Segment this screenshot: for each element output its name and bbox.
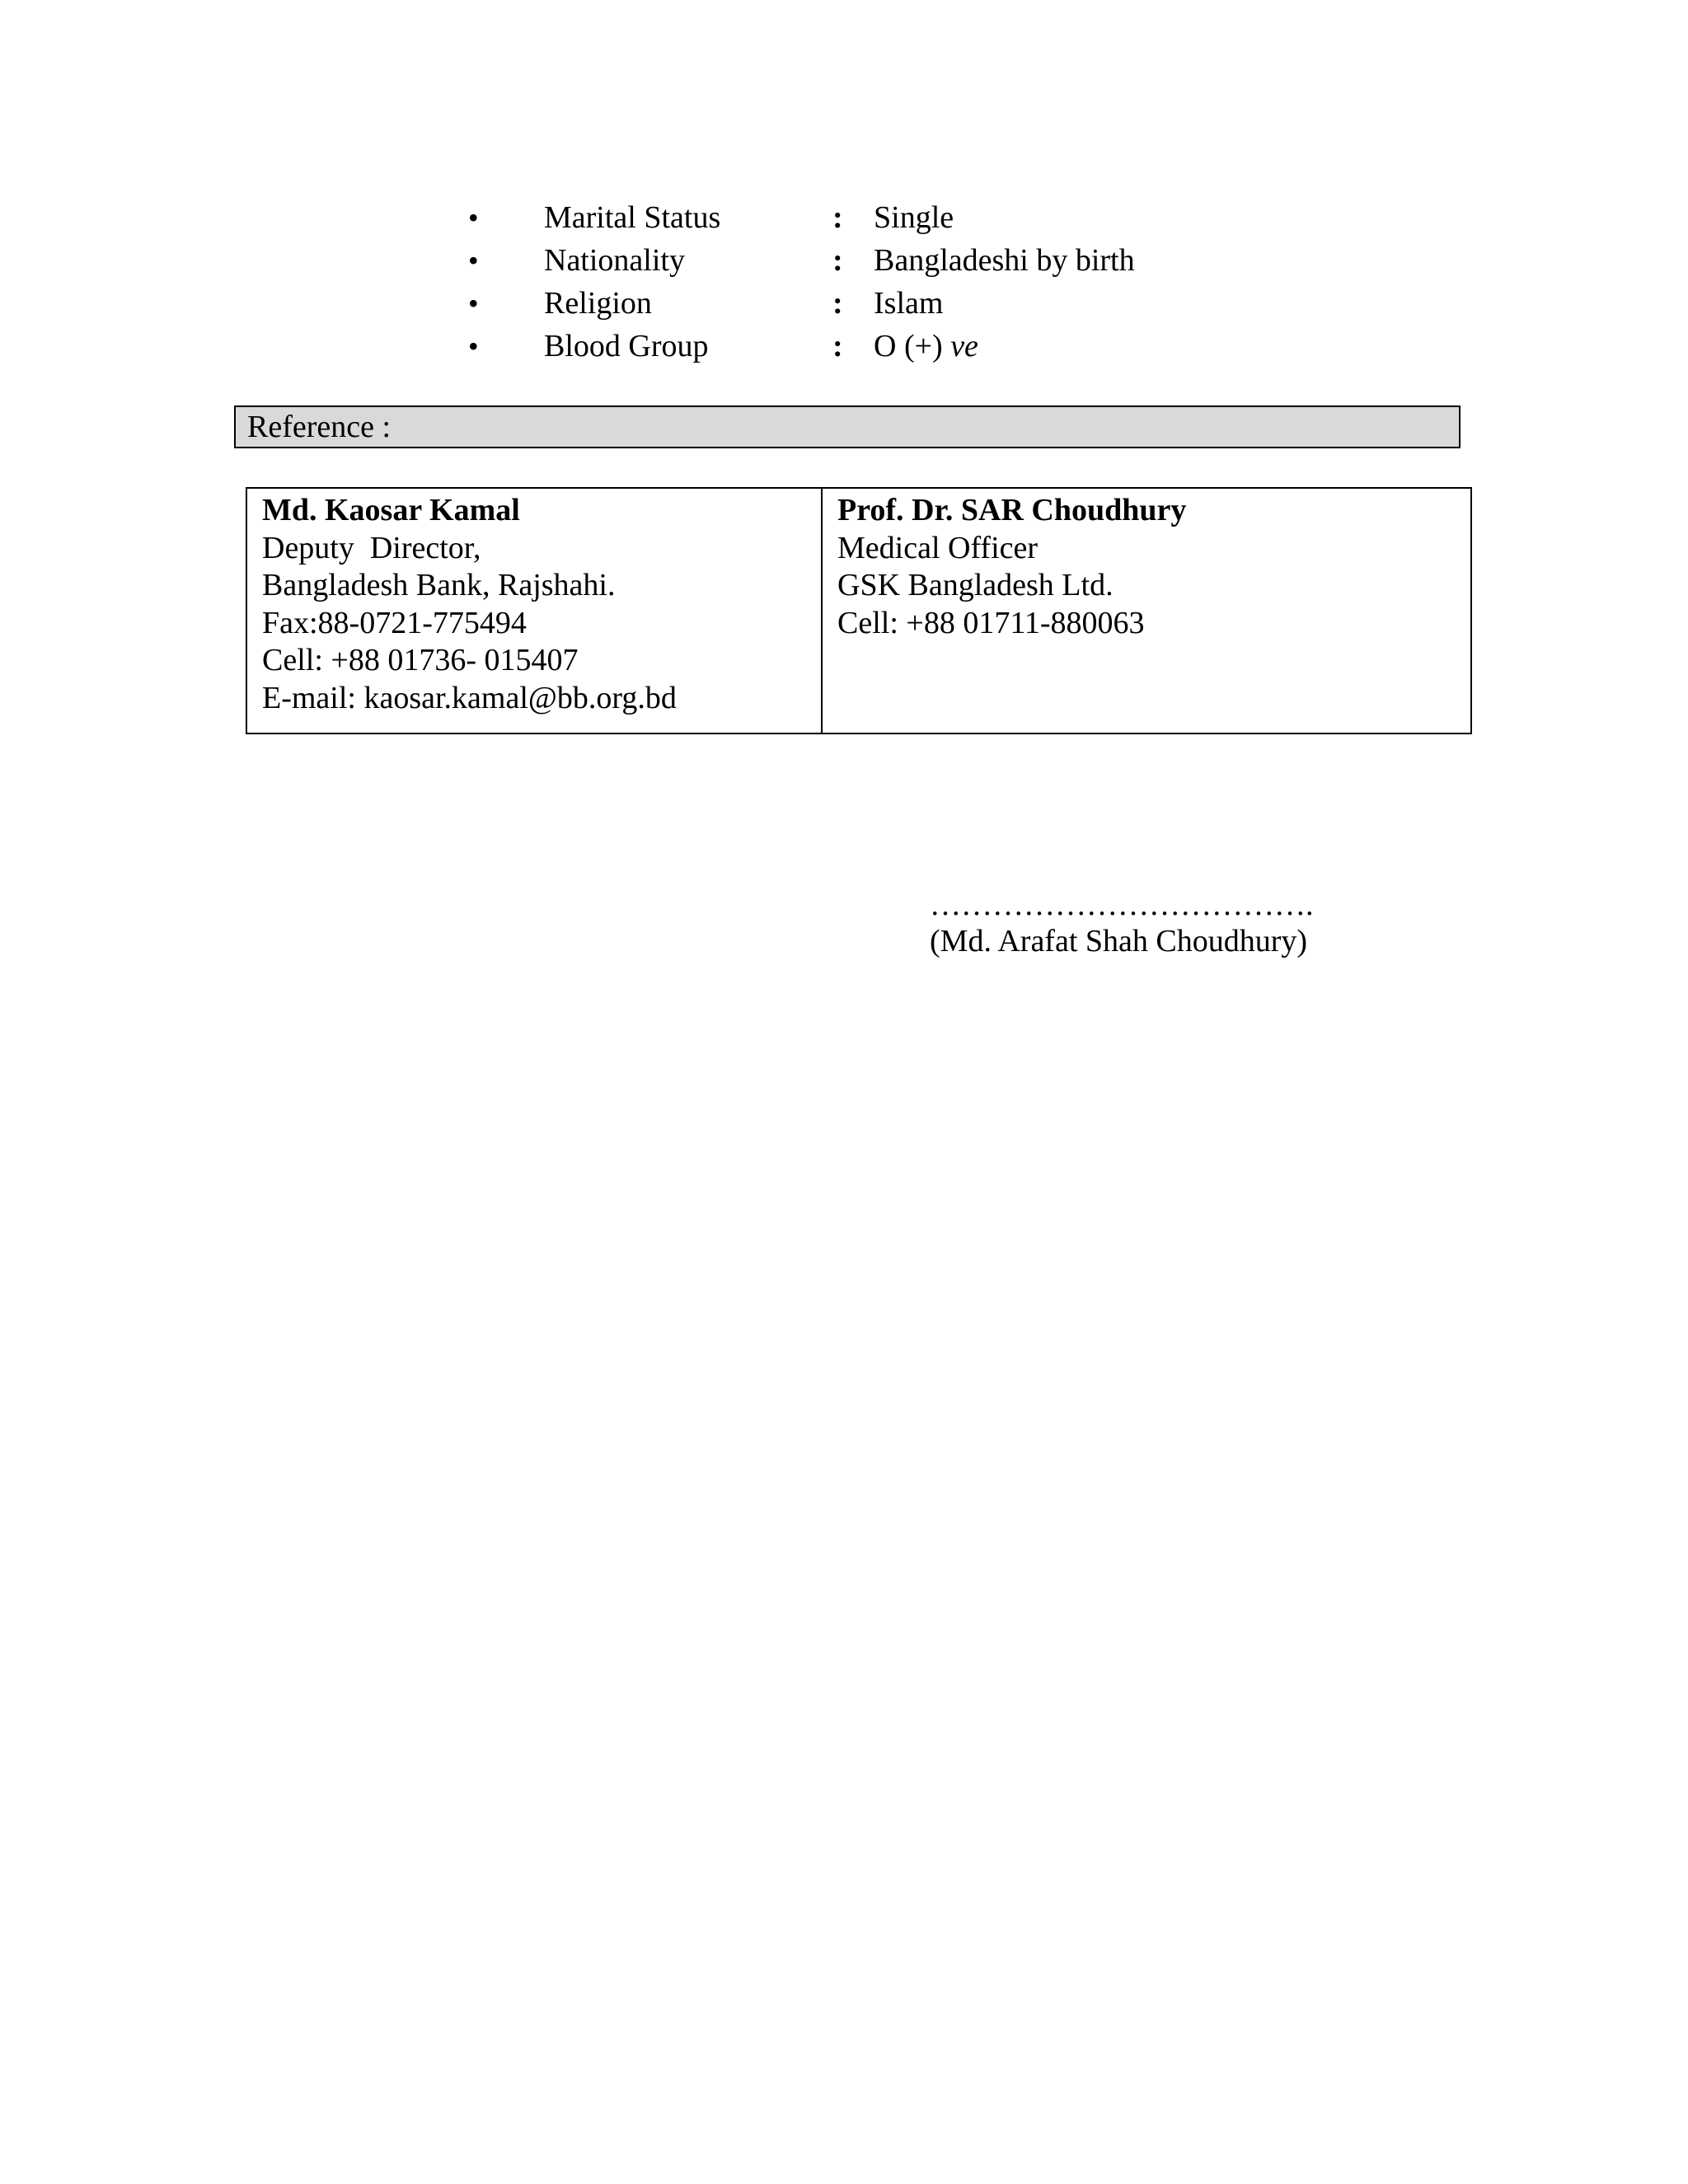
reference-line: Cell: +88 01711-880063 bbox=[837, 605, 1145, 640]
info-colon: : bbox=[832, 200, 843, 235]
personal-info-item-marital-status bbox=[462, 196, 1286, 239]
reference-heading: Reference : bbox=[247, 410, 392, 444]
personal-info-list bbox=[462, 196, 1286, 368]
info-value: Bangladeshi by birth bbox=[874, 243, 1135, 278]
reference-heading-bar bbox=[234, 405, 1461, 448]
reference-line: Bangladesh Bank, Rajshahi. bbox=[262, 568, 616, 602]
reference-cell-1 bbox=[247, 489, 823, 733]
info-value: O (+) ve bbox=[874, 329, 978, 363]
reference-line: Medical Officer bbox=[837, 530, 1039, 565]
bullet-icon: • bbox=[468, 201, 479, 234]
personal-info-item-religion bbox=[462, 282, 1286, 325]
info-colon: : bbox=[832, 243, 843, 278]
info-value: Islam bbox=[874, 286, 944, 321]
reference-line: Cell: +88 01736- 015407 bbox=[262, 643, 579, 677]
info-colon: : bbox=[832, 286, 843, 321]
info-label: Nationality bbox=[544, 243, 685, 278]
reference-line: Deputy Director, bbox=[262, 530, 481, 565]
bullet-icon: • bbox=[468, 287, 479, 320]
reference-line: GSK Bangladesh Ltd. bbox=[837, 568, 1114, 602]
signature-name: (Md. Arafat Shah Choudhury) bbox=[930, 924, 1308, 958]
bullet-icon: • bbox=[468, 244, 479, 277]
personal-info-item-blood-group bbox=[462, 325, 1286, 368]
bullet-icon: • bbox=[468, 330, 479, 363]
info-label: Blood Group bbox=[544, 329, 709, 363]
info-label: Marital Status bbox=[544, 200, 721, 235]
info-label: Religion bbox=[544, 286, 652, 321]
reference-table bbox=[246, 487, 1472, 734]
info-value: Single bbox=[874, 200, 954, 235]
reference-line: Fax:88-0721-775494 bbox=[262, 605, 527, 640]
signature-line: ………………………………. bbox=[930, 888, 1314, 922]
info-colon: : bbox=[832, 329, 843, 363]
reference-name: Prof. Dr. SAR Choudhury bbox=[837, 493, 1187, 527]
signature-block bbox=[930, 887, 1314, 959]
personal-info-item-nationality bbox=[462, 239, 1286, 282]
reference-email: E-mail: kaosar.kamal@bb.org.bd bbox=[262, 680, 677, 715]
reference-name: Md. Kaosar Kamal bbox=[262, 493, 520, 527]
reference-cell-2 bbox=[823, 489, 1470, 733]
